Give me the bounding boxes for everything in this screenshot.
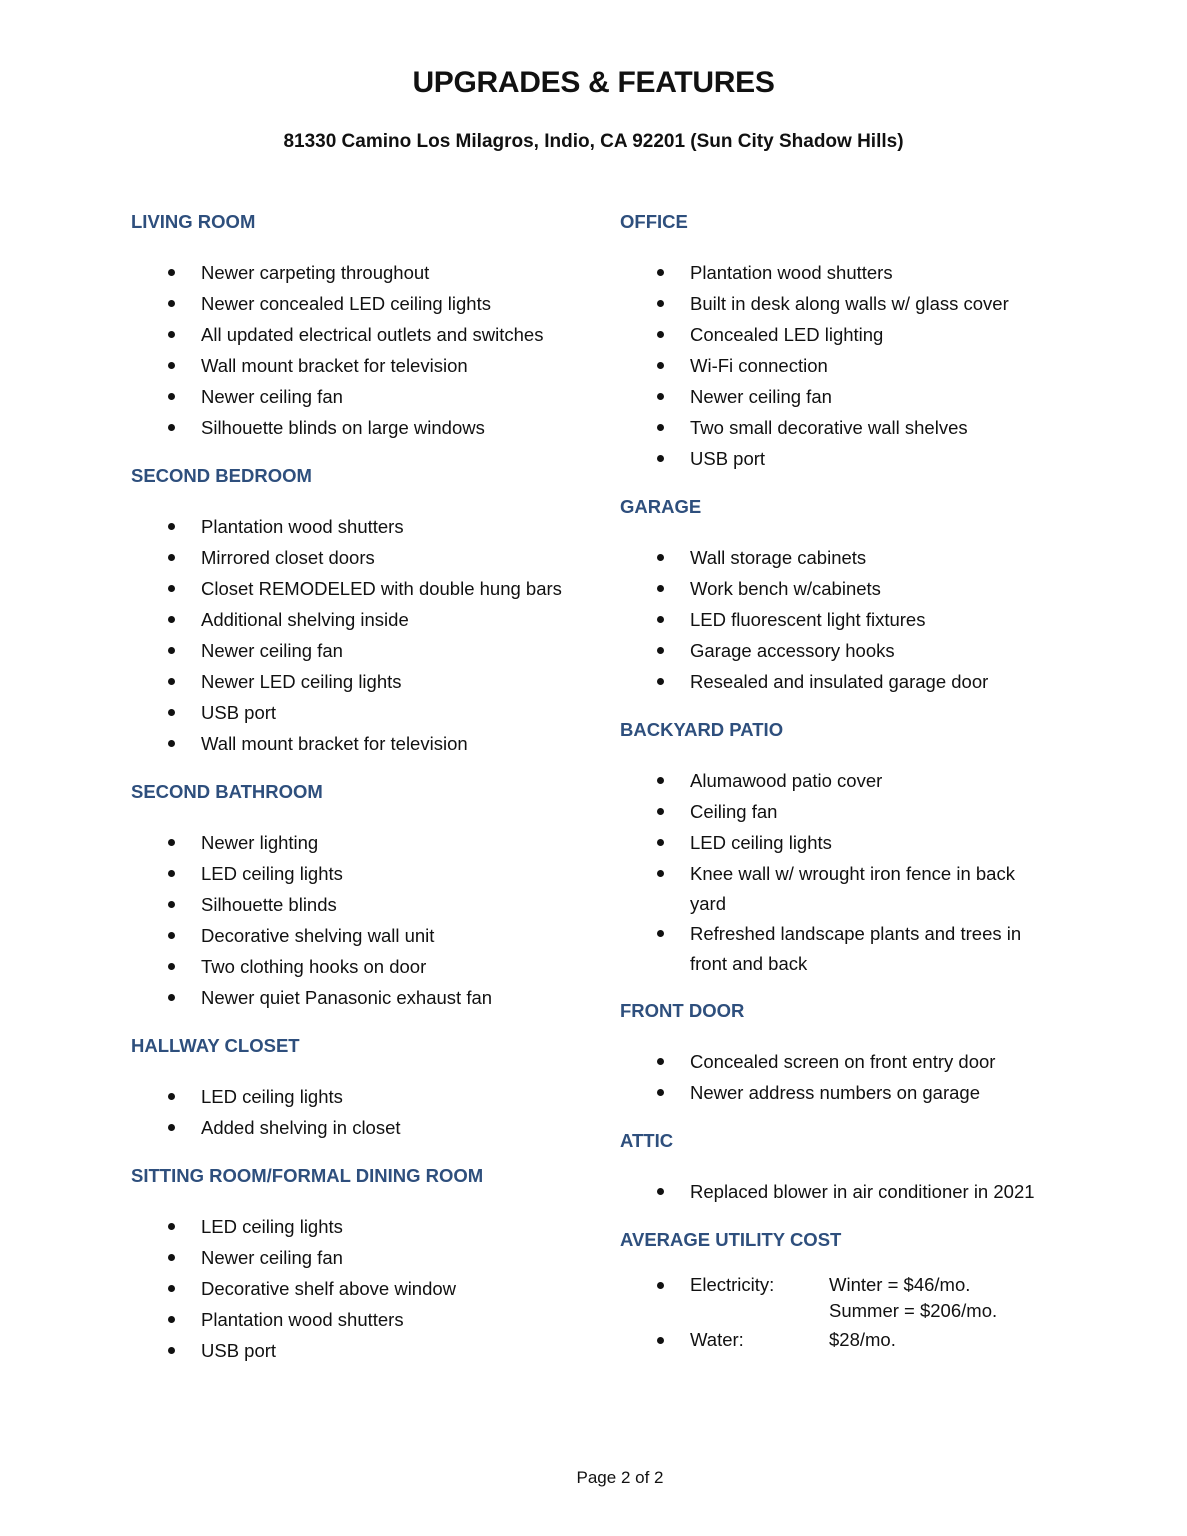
list-item bbox=[620, 604, 1070, 635]
list-item bbox=[620, 288, 1070, 319]
list-item-text: Ceiling fan bbox=[690, 801, 778, 822]
bullet-icon bbox=[168, 300, 175, 307]
document-title: UPGRADES & FEATURES bbox=[412, 66, 775, 99]
section-heading: SECOND BATHROOM bbox=[131, 781, 323, 802]
bullet-icon bbox=[657, 585, 664, 592]
list-item bbox=[131, 982, 581, 1013]
list-item bbox=[620, 350, 1070, 381]
list-item bbox=[131, 511, 581, 542]
feature-list bbox=[131, 257, 581, 443]
list-item-text: Closet REMODELED with double hung bars bbox=[201, 578, 562, 599]
list-item-text: Wall mount bracket for television bbox=[201, 355, 468, 376]
list-item-text: Mirrored closet doors bbox=[201, 547, 375, 568]
list-item bbox=[131, 288, 581, 319]
page-number: Page 2 of 2 bbox=[576, 1468, 664, 1487]
list-item bbox=[620, 827, 1070, 858]
section-heading: LIVING ROOM bbox=[131, 211, 256, 232]
list-item-text: Resealed and insulated garage door bbox=[690, 671, 989, 692]
list-item-text: Added shelving in closet bbox=[201, 1117, 401, 1138]
section-heading: HALLWAY CLOSET bbox=[131, 1035, 300, 1056]
bullet-icon bbox=[657, 777, 664, 784]
list-item-text: Wall mount bracket for television bbox=[201, 733, 468, 754]
list-item bbox=[620, 765, 1070, 796]
list-item bbox=[620, 918, 1070, 978]
list-item-text: Newer quiet Panasonic exhaust fan bbox=[201, 987, 493, 1008]
bullet-icon bbox=[657, 1188, 664, 1195]
bullet-icon bbox=[657, 269, 664, 276]
bullet-icon bbox=[168, 709, 175, 716]
list-item-text: Silhouette blinds on large windows bbox=[201, 417, 485, 438]
list-item-text: All updated electrical outlets and switches bbox=[201, 324, 544, 345]
bullet-icon bbox=[657, 1337, 664, 1344]
bullet-icon bbox=[168, 1285, 175, 1292]
list-item-text: Two clothing hooks on door bbox=[201, 956, 427, 977]
list-item bbox=[620, 412, 1070, 443]
list-item-text: LED ceiling lights bbox=[201, 863, 343, 884]
feature-list bbox=[620, 542, 1070, 697]
bullet-icon bbox=[657, 362, 664, 369]
section-living-room bbox=[131, 210, 581, 443]
section-heading: FRONT DOOR bbox=[620, 1000, 745, 1021]
bullet-icon bbox=[657, 647, 664, 654]
bullet-icon bbox=[168, 424, 175, 431]
list-item bbox=[620, 381, 1070, 412]
section-sitting-room-formal-dining-room bbox=[131, 1164, 581, 1366]
bullet-icon bbox=[168, 1124, 175, 1131]
bullet-icon bbox=[168, 1316, 175, 1323]
bullet-icon bbox=[168, 994, 175, 1001]
feature-list bbox=[620, 257, 1070, 474]
list-item-text: Newer ceiling fan bbox=[201, 1247, 343, 1268]
list-item-text: Concealed LED lighting bbox=[690, 324, 884, 345]
list-item-text: Newer ceiling fan bbox=[690, 386, 832, 407]
section-backyard-patio bbox=[620, 718, 1070, 978]
list-item-text: Wi-Fi connection bbox=[690, 355, 828, 376]
bullet-icon bbox=[168, 839, 175, 846]
list-item bbox=[131, 827, 581, 858]
bullet-icon bbox=[168, 616, 175, 623]
list-item-text: LED ceiling lights bbox=[690, 832, 832, 853]
bullet-icon bbox=[168, 331, 175, 338]
section-average-utility-cost bbox=[620, 1228, 1070, 1353]
list-item-text: Silhouette blinds bbox=[201, 894, 337, 915]
section-second-bedroom bbox=[131, 464, 581, 759]
list-item bbox=[620, 858, 1070, 918]
list-item-text: USB port bbox=[201, 702, 277, 723]
list-item-text: Decorative shelving wall unit bbox=[201, 925, 435, 946]
utility-value: Winter = $46/mo. bbox=[829, 1274, 971, 1295]
feature-list bbox=[620, 1046, 1070, 1108]
list-item bbox=[620, 666, 1070, 697]
list-item bbox=[620, 1077, 1070, 1108]
left-column bbox=[131, 210, 581, 1387]
bullet-icon bbox=[168, 554, 175, 561]
list-item bbox=[620, 796, 1070, 827]
bullet-icon bbox=[657, 870, 664, 877]
feature-list bbox=[131, 1081, 581, 1143]
right-column bbox=[620, 210, 1070, 1353]
list-item bbox=[620, 573, 1070, 604]
bullet-icon bbox=[657, 839, 664, 846]
bullet-icon bbox=[168, 870, 175, 877]
section-garage bbox=[620, 495, 1070, 697]
bullet-icon bbox=[168, 1254, 175, 1261]
list-item bbox=[131, 1304, 581, 1335]
list-item-text: Newer address numbers on garage bbox=[690, 1082, 980, 1103]
list-item bbox=[131, 257, 581, 288]
list-item bbox=[131, 1081, 581, 1112]
bullet-icon bbox=[657, 678, 664, 685]
bullet-icon bbox=[657, 393, 664, 400]
feature-list bbox=[620, 1176, 1070, 1207]
section-office bbox=[620, 210, 1070, 474]
bullet-icon bbox=[657, 300, 664, 307]
bullet-icon bbox=[168, 901, 175, 908]
list-item-text: Concealed screen on front entry door bbox=[690, 1051, 996, 1072]
list-item-text: Plantation wood shutters bbox=[690, 262, 893, 283]
utility-values bbox=[829, 1327, 896, 1353]
section-heading: ATTIC bbox=[620, 1130, 674, 1151]
section-front-door bbox=[620, 999, 1070, 1108]
feature-list bbox=[131, 511, 581, 759]
section-heading: SITTING ROOM/FORMAL DINING ROOM bbox=[131, 1165, 484, 1186]
list-item bbox=[620, 1046, 1070, 1077]
list-item-text: LED ceiling lights bbox=[201, 1086, 343, 1107]
bullet-icon bbox=[657, 554, 664, 561]
bullet-icon bbox=[657, 455, 664, 462]
list-item bbox=[131, 697, 581, 728]
utility-value: Summer = $206/mo. bbox=[829, 1300, 998, 1321]
feature-list bbox=[620, 765, 1070, 978]
bullet-icon bbox=[657, 1282, 664, 1289]
list-item bbox=[131, 635, 581, 666]
list-item bbox=[131, 319, 581, 350]
utility-row bbox=[620, 1327, 1070, 1353]
bullet-icon bbox=[168, 963, 175, 970]
bullet-icon bbox=[657, 616, 664, 623]
list-item-text: Work bench w/cabinets bbox=[690, 578, 881, 599]
list-item-text: Newer carpeting throughout bbox=[201, 262, 430, 283]
utility-label: Electricity: bbox=[690, 1274, 775, 1295]
bullet-icon bbox=[168, 393, 175, 400]
list-item-text: Wall storage cabinets bbox=[690, 547, 867, 568]
list-item-text: Plantation wood shutters bbox=[201, 516, 404, 537]
bullet-icon bbox=[168, 1223, 175, 1230]
list-item bbox=[131, 951, 581, 982]
list-item bbox=[131, 1273, 581, 1304]
bullet-icon bbox=[168, 740, 175, 747]
list-item-text: Built in desk along walls w/ glass cover bbox=[690, 293, 1009, 314]
section-hallway-closet bbox=[131, 1034, 581, 1143]
bullet-icon bbox=[657, 930, 664, 937]
feature-list bbox=[131, 827, 581, 1013]
list-item-text: LED fluorescent light fixtures bbox=[690, 609, 926, 630]
list-item-text: Additional shelving inside bbox=[201, 609, 409, 630]
list-item bbox=[131, 1211, 581, 1242]
bullet-icon bbox=[168, 585, 175, 592]
bullet-icon bbox=[657, 1089, 664, 1096]
list-item bbox=[131, 412, 581, 443]
list-item bbox=[131, 604, 581, 635]
list-item bbox=[131, 1242, 581, 1273]
list-item bbox=[131, 573, 581, 604]
bullet-icon bbox=[168, 269, 175, 276]
bullet-icon bbox=[168, 932, 175, 939]
list-item-text: USB port bbox=[690, 448, 766, 469]
list-item-text: Newer concealed LED ceiling lights bbox=[201, 293, 491, 314]
list-item bbox=[131, 350, 581, 381]
list-item-text: Plantation wood shutters bbox=[201, 1309, 404, 1330]
list-item-text: Newer ceiling fan bbox=[201, 386, 343, 407]
utility-row bbox=[620, 1272, 1070, 1324]
list-item-text: Garage accessory hooks bbox=[690, 640, 895, 661]
list-item-text: Newer ceiling fan bbox=[201, 640, 343, 661]
bullet-icon bbox=[168, 1347, 175, 1354]
section-heading: BACKYARD PATIO bbox=[620, 719, 784, 740]
section-heading: AVERAGE UTILITY COST bbox=[620, 1229, 842, 1250]
list-item-text: Two small decorative wall shelves bbox=[690, 417, 968, 438]
list-item bbox=[131, 889, 581, 920]
list-item bbox=[131, 666, 581, 697]
section-second-bathroom bbox=[131, 780, 581, 1013]
utility-values bbox=[829, 1272, 997, 1324]
list-item bbox=[620, 443, 1070, 474]
list-item-text: Newer LED ceiling lights bbox=[201, 671, 402, 692]
list-item bbox=[131, 381, 581, 412]
list-item bbox=[131, 920, 581, 951]
bullet-icon bbox=[657, 808, 664, 815]
list-item-text: Knee wall w/ wrought iron fence in back bbox=[690, 863, 1015, 884]
list-item bbox=[620, 257, 1070, 288]
list-item bbox=[131, 1335, 581, 1366]
utility-label: Water: bbox=[690, 1329, 744, 1350]
bullet-icon bbox=[657, 1058, 664, 1065]
list-item bbox=[620, 319, 1070, 350]
list-item bbox=[620, 635, 1070, 666]
bullet-icon bbox=[168, 678, 175, 685]
list-item-text: Newer lighting bbox=[201, 832, 319, 853]
feature-list bbox=[131, 1211, 581, 1366]
bullet-icon bbox=[168, 647, 175, 654]
list-item-text: Replaced blower in air conditioner in 2021 bbox=[690, 1181, 1035, 1202]
list-item-text: Refreshed landscape plants and trees in bbox=[690, 923, 1022, 944]
list-item bbox=[620, 542, 1070, 573]
section-heading: SECOND BEDROOM bbox=[131, 465, 312, 486]
bullet-icon bbox=[168, 1093, 175, 1100]
bullet-icon bbox=[657, 424, 664, 431]
bullet-icon bbox=[168, 523, 175, 530]
section-attic bbox=[620, 1129, 1070, 1207]
list-item-text: USB port bbox=[201, 1340, 277, 1361]
utility-value: $28/mo. bbox=[829, 1329, 896, 1350]
bullet-icon bbox=[657, 331, 664, 338]
list-item bbox=[131, 542, 581, 573]
bullet-icon bbox=[168, 362, 175, 369]
list-item bbox=[131, 858, 581, 889]
list-item bbox=[131, 728, 581, 759]
list-item bbox=[131, 1112, 581, 1143]
list-item-text: front and back bbox=[690, 953, 808, 974]
section-heading: GARAGE bbox=[620, 496, 702, 517]
list-item-text: yard bbox=[690, 893, 726, 914]
property-address: 81330 Camino Los Milagros, Indio, CA 92201 (Sun City Shadow Hills) bbox=[283, 131, 904, 152]
list-item bbox=[620, 1176, 1070, 1207]
section-heading: OFFICE bbox=[620, 211, 688, 232]
list-item-text: Decorative shelf above window bbox=[201, 1278, 457, 1299]
list-item-text: Alumawood patio cover bbox=[690, 770, 883, 791]
list-item-text: LED ceiling lights bbox=[201, 1216, 343, 1237]
